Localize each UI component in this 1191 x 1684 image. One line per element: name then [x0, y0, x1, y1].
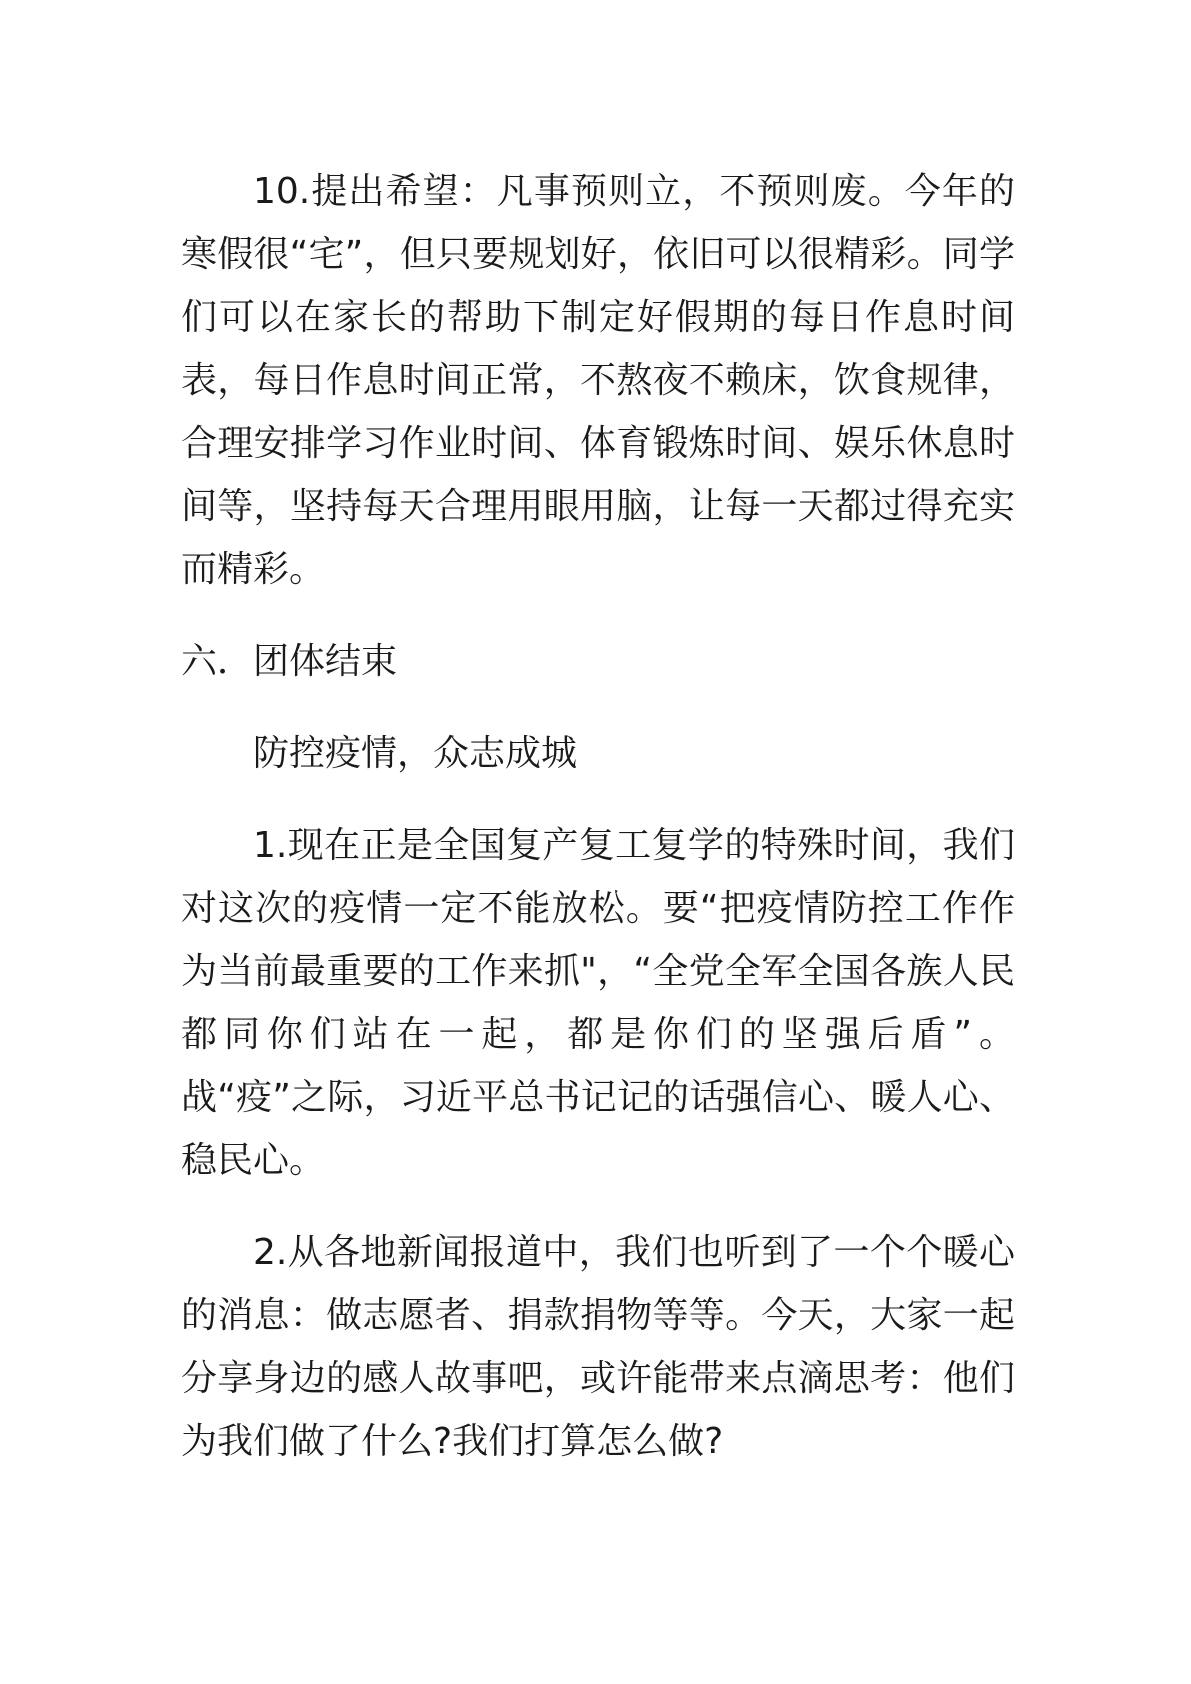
document-body	[181, 160, 1015, 1502]
paragraph-1: 1.现在正是全国复产复工复学的特殊时间，我们对这次的疫情一定不能放松。要“把疫情防控工作作为当前最重要的工作来抓"，“全党全军全国各族人民都同你们站在一起，都是你们的坚强后盾”。战“疫”之际，习近平总书记记的话强信心、暖人心、稳民心。	[181, 825, 1015, 1181]
section-subtitle: 防控疫情，众志成城	[253, 733, 578, 774]
section-heading: 六．团体结束	[181, 641, 398, 682]
paragraph-10: 10.提出希望：凡事预则立，不预则废。今年的寒假很“宅”，但只要规划好，依旧可以很精彩。同学们可以在家长的帮助下制定好假期的每日作息时间表，每日作息时间正常，不熬夜不赖床，饮食规律，合理安排学习作业时间、体育锻炼时间、娱乐休息时间等，坚持每天合理用眼用脑，让每一天都过得充实而精彩。	[181, 171, 1015, 590]
paragraph-2: 2.从各地新闻报道中，我们也听到了一个个暖心的消息：做志愿者、捐款捐物等等。今天，大家一起分享身边的感人故事吧，或许能带来点滴思考：他们为我们做了什么?我们打算怎么做?	[181, 1232, 1015, 1462]
